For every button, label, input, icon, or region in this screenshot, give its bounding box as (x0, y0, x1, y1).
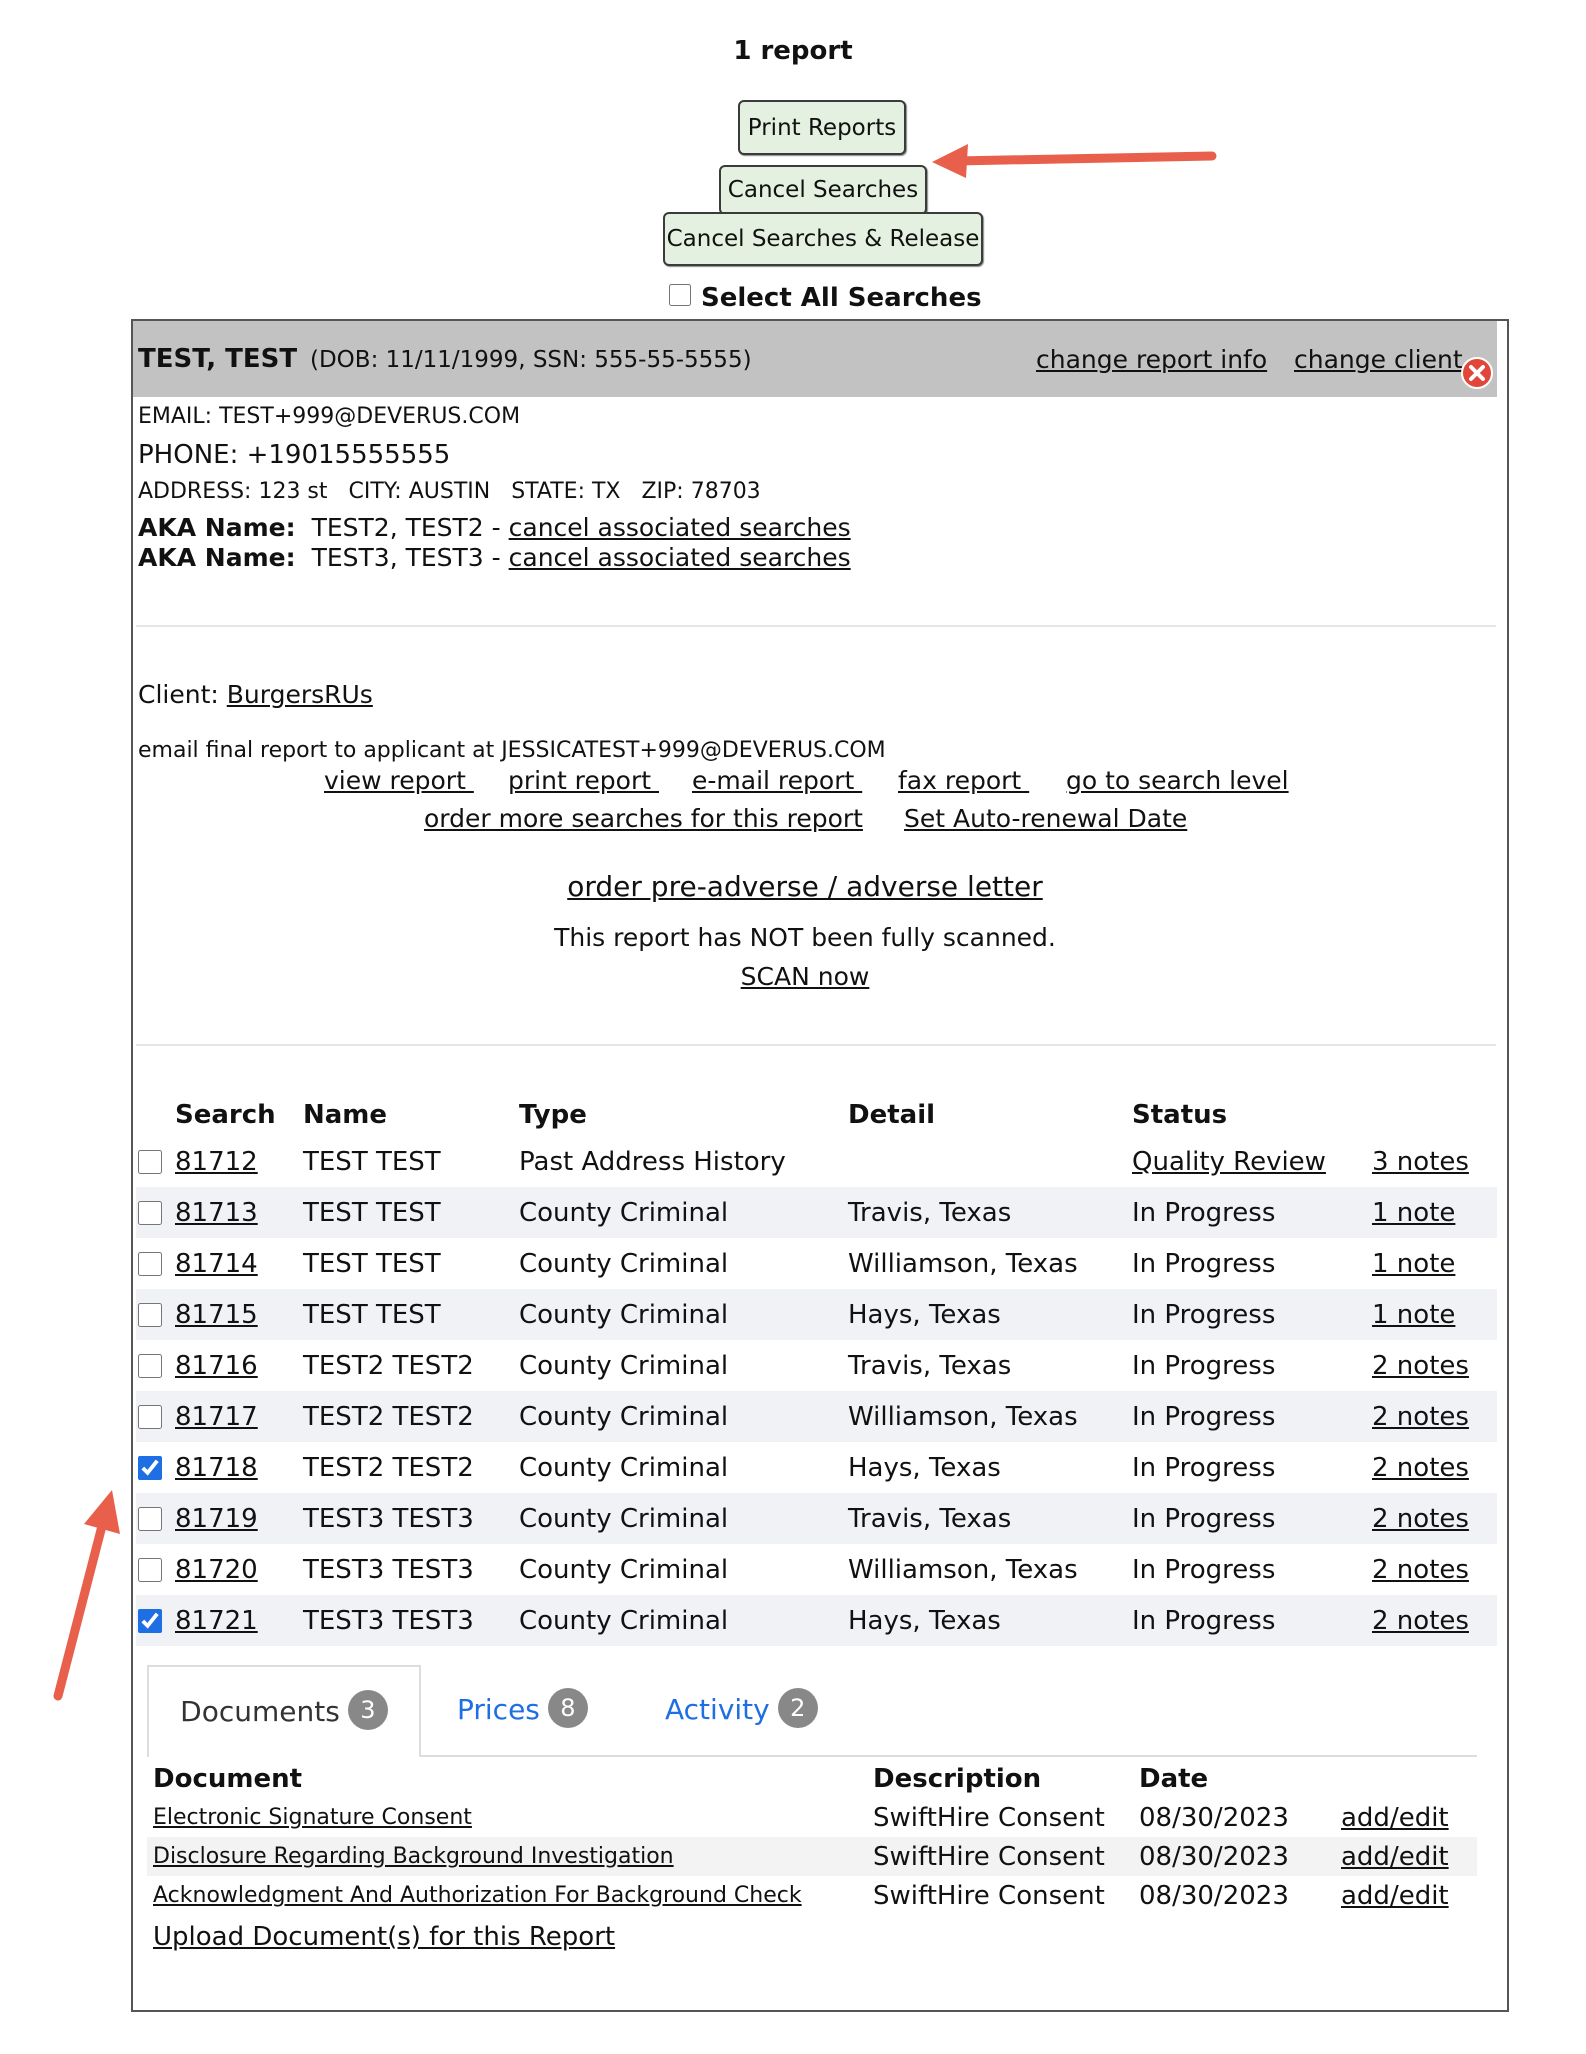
document-date: 08/30/2023 (1139, 1802, 1289, 1833)
search-row (136, 1595, 1497, 1646)
search-row (136, 1544, 1497, 1595)
cancel-associated-searches-link[interactable]: cancel associated searches (508, 513, 851, 542)
set-auto-renewal-link[interactable]: Set Auto-renewal Date (904, 804, 1188, 833)
aka-name-row (138, 543, 851, 572)
tab-prices[interactable] (457, 1665, 617, 1754)
search-row (136, 1136, 1497, 1187)
search-row-checkbox[interactable] (138, 1150, 162, 1174)
search-notes-link[interactable]: 2 notes (1372, 1503, 1469, 1534)
client-name-link[interactable]: BurgersRUs (226, 680, 373, 709)
search-row (136, 1493, 1497, 1544)
client-label: Client: (138, 680, 227, 709)
add-edit-link[interactable]: add/edit (1341, 1802, 1449, 1833)
applicant-address: ADDRESS: 123 st CITY: AUSTIN STATE: TX ZIP: 78703 (138, 479, 761, 504)
document-date: 08/30/2023 (1139, 1880, 1289, 1911)
client-line (138, 680, 373, 709)
search-name: TEST3 TEST3 (303, 1493, 519, 1544)
search-row (136, 1238, 1497, 1289)
print-report-link[interactable]: print report (508, 766, 659, 795)
search-detail: Williamson, Texas (848, 1554, 1078, 1585)
scan-now-row (0, 962, 1586, 991)
search-name: TEST TEST (303, 1146, 441, 1177)
annotation-arrow-icon (930, 136, 1220, 182)
search-type: County Criminal (519, 1248, 729, 1279)
document-date: 08/30/2023 (1133, 1837, 1335, 1876)
cancel-associated-searches-link[interactable]: cancel associated searches (508, 543, 851, 572)
document-description: SwiftHire Consent (873, 1880, 1105, 1911)
search-id-link[interactable]: 81713 (175, 1197, 258, 1228)
search-row-checkbox[interactable] (138, 1405, 162, 1429)
document-link[interactable]: Electronic Signature Consent (153, 1805, 472, 1830)
documents-table (147, 1760, 1477, 1915)
search-type: County Criminal (519, 1452, 729, 1483)
upload-documents-link[interactable]: Upload Document(s) for this Report (153, 1922, 616, 1952)
column-header-status: Status (1132, 1100, 1228, 1130)
divider (136, 625, 1496, 627)
fax-report-link[interactable]: fax report (898, 766, 1030, 795)
scan-status: This report has NOT been fully scanned. (554, 923, 1056, 952)
search-id-link[interactable]: 81717 (175, 1401, 258, 1432)
search-type: Past Address History (519, 1146, 786, 1177)
select-all-label: Select All Searches (701, 283, 982, 313)
search-status: In Progress (1132, 1289, 1372, 1340)
tab-label: Activity (665, 1693, 770, 1726)
search-notes-link[interactable]: 2 notes (1372, 1350, 1469, 1381)
search-type: County Criminal (519, 1391, 848, 1442)
select-all-searches[interactable] (669, 283, 982, 313)
annotation-arrow-icon (44, 1488, 130, 1708)
search-status: In Progress (1132, 1187, 1372, 1238)
column-header-search: Search (175, 1100, 276, 1130)
aka-label: AKA Name: (138, 543, 296, 572)
search-row-checkbox[interactable] (138, 1354, 162, 1378)
search-id-link[interactable]: 81715 (175, 1299, 258, 1330)
search-status: In Progress (1132, 1350, 1276, 1381)
add-edit-link[interactable]: add/edit (1341, 1841, 1449, 1872)
cancel-searches-button[interactable]: Cancel Searches (719, 165, 927, 215)
column-header-description: Description (873, 1764, 1042, 1794)
change-client-link[interactable]: change client (1294, 345, 1463, 374)
search-status: In Progress (1132, 1554, 1276, 1585)
search-row-checkbox[interactable] (138, 1507, 162, 1531)
search-detail: Hays, Texas (848, 1289, 1132, 1340)
column-header-name: Name (303, 1100, 388, 1130)
search-name: TEST3 TEST3 (303, 1554, 474, 1585)
change-report-info-link[interactable]: change report info (1036, 345, 1268, 374)
adverse-letter-row (0, 870, 1586, 903)
search-notes-link[interactable]: 2 notes (1372, 1452, 1469, 1483)
search-detail: Travis, Texas (848, 1350, 1012, 1381)
search-type: County Criminal (519, 1187, 848, 1238)
search-id-link[interactable]: 81720 (175, 1554, 258, 1585)
search-id-link[interactable]: 81714 (175, 1248, 258, 1279)
applicant-meta: (DOB: 11/11/1999, SSN: 555-55-5555) (310, 347, 752, 373)
search-type: County Criminal (519, 1554, 729, 1585)
search-type: County Criminal (519, 1289, 848, 1340)
search-name: TEST TEST (303, 1248, 441, 1279)
add-edit-link[interactable]: add/edit (1341, 1880, 1449, 1911)
search-row-checkbox[interactable] (138, 1609, 162, 1633)
email-final-report: email final report to applicant at JESSICATEST+999@DEVERUS.COM (138, 738, 886, 763)
search-status: In Progress (1132, 1248, 1276, 1279)
column-header-date: Date (1139, 1764, 1209, 1794)
search-row (136, 1391, 1497, 1442)
print-reports-button[interactable]: Print Reports (738, 100, 906, 155)
document-link[interactable]: Acknowledgment And Authorization For Background Check (153, 1883, 802, 1908)
search-detail: Hays, Texas (848, 1595, 1132, 1646)
search-row-checkbox[interactable] (138, 1201, 162, 1225)
search-row-checkbox[interactable] (138, 1456, 162, 1480)
select-all-checkbox[interactable] (669, 284, 691, 306)
search-notes-link[interactable]: 2 notes (1372, 1605, 1469, 1636)
search-id-link[interactable]: 81712 (175, 1146, 258, 1177)
search-status: In Progress (1132, 1493, 1372, 1544)
search-name: TEST3 TEST3 (303, 1595, 519, 1646)
scan-now-link[interactable]: SCAN now (740, 962, 870, 991)
tab-documents[interactable] (147, 1665, 421, 1757)
search-row-checkbox[interactable] (138, 1252, 162, 1276)
search-detail: Williamson, Texas (848, 1248, 1078, 1279)
search-id-link[interactable]: 81718 (175, 1452, 258, 1483)
search-type: County Criminal (519, 1350, 729, 1381)
order-more-searches-link[interactable]: order more searches for this report (424, 804, 863, 833)
search-row (136, 1442, 1497, 1493)
column-header-type: Type (519, 1100, 587, 1130)
search-row (136, 1187, 1497, 1238)
aka-label: AKA Name: (138, 513, 296, 542)
search-status: In Progress (1132, 1595, 1372, 1646)
tab-label: Documents (180, 1695, 340, 1728)
search-detail: Travis, Texas (848, 1187, 1132, 1238)
document-link[interactable]: Disclosure Regarding Background Investigation (153, 1844, 674, 1869)
order-adverse-letter-link[interactable]: order pre-adverse / adverse letter (567, 870, 1043, 903)
tab-count-badge: 8 (548, 1688, 588, 1728)
report-count: 1 report (733, 36, 853, 66)
search-status-link[interactable]: Quality Review (1132, 1146, 1326, 1177)
tab-count-badge: 2 (778, 1688, 818, 1728)
document-row (147, 1798, 1477, 1837)
document-row (147, 1837, 1477, 1876)
search-id-link[interactable]: 81721 (175, 1605, 258, 1636)
search-type: County Criminal (519, 1595, 848, 1646)
document-description: SwiftHire Consent (867, 1837, 1133, 1876)
search-id-link[interactable]: 81719 (175, 1503, 258, 1534)
search-notes-link[interactable]: 2 notes (1372, 1401, 1469, 1432)
document-row (147, 1876, 1477, 1915)
close-icon[interactable] (1460, 356, 1494, 390)
document-description: SwiftHire Consent (873, 1802, 1105, 1833)
tab-label: Prices (457, 1693, 540, 1726)
search-name: TEST2 TEST2 (303, 1391, 519, 1442)
search-notes-link[interactable]: 2 notes (1372, 1554, 1469, 1585)
search-detail: Hays, Texas (848, 1452, 1001, 1483)
search-detail: Travis, Texas (848, 1493, 1132, 1544)
search-notes-link[interactable]: 3 notes (1372, 1146, 1469, 1177)
searches-table (136, 1094, 1497, 1646)
search-status: In Progress (1132, 1391, 1372, 1442)
search-notes-link[interactable]: 1 note (1372, 1248, 1456, 1279)
search-notes-link[interactable]: 1 note (1372, 1197, 1456, 1228)
search-row (136, 1289, 1497, 1340)
search-notes-link[interactable]: 1 note (1372, 1299, 1456, 1330)
search-status: In Progress (1132, 1452, 1276, 1483)
search-name: TEST2 TEST2 (303, 1350, 474, 1381)
aka-name: TEST3, TEST3 - (311, 543, 509, 572)
search-name: TEST2 TEST2 (303, 1452, 474, 1483)
search-name: TEST TEST (303, 1289, 519, 1340)
searches-header-row (136, 1094, 1497, 1136)
search-detail (848, 1136, 1132, 1187)
go-to-search-level-link[interactable]: go to search level (1066, 766, 1289, 795)
applicant-phone: PHONE: +19015555555 (138, 440, 451, 470)
search-id-link[interactable]: 81716 (175, 1350, 258, 1381)
column-header-detail: Detail (848, 1100, 936, 1130)
search-row-checkbox[interactable] (138, 1303, 162, 1327)
search-row-checkbox[interactable] (138, 1558, 162, 1582)
tab-activity[interactable] (665, 1665, 835, 1754)
search-type: County Criminal (519, 1493, 848, 1544)
tab-count-badge: 3 (348, 1690, 388, 1730)
applicant-name: TEST, TEST (138, 344, 298, 374)
view-report-link[interactable]: view report (324, 766, 474, 795)
email-report-link[interactable]: e-mail report (692, 766, 863, 795)
aka-name-row (138, 513, 851, 542)
aka-name: TEST2, TEST2 - (311, 513, 509, 542)
cancel-searches-release-button[interactable]: Cancel Searches & Release (663, 212, 983, 266)
report-tabs (147, 1665, 1477, 1757)
search-row (136, 1340, 1497, 1391)
documents-header-row (147, 1760, 1477, 1798)
column-header-document: Document (153, 1764, 303, 1794)
search-detail: Williamson, Texas (848, 1391, 1132, 1442)
divider (136, 1044, 1496, 1046)
applicant-email: EMAIL: TEST+999@DEVERUS.COM (138, 404, 521, 429)
search-name: TEST TEST (303, 1187, 519, 1238)
